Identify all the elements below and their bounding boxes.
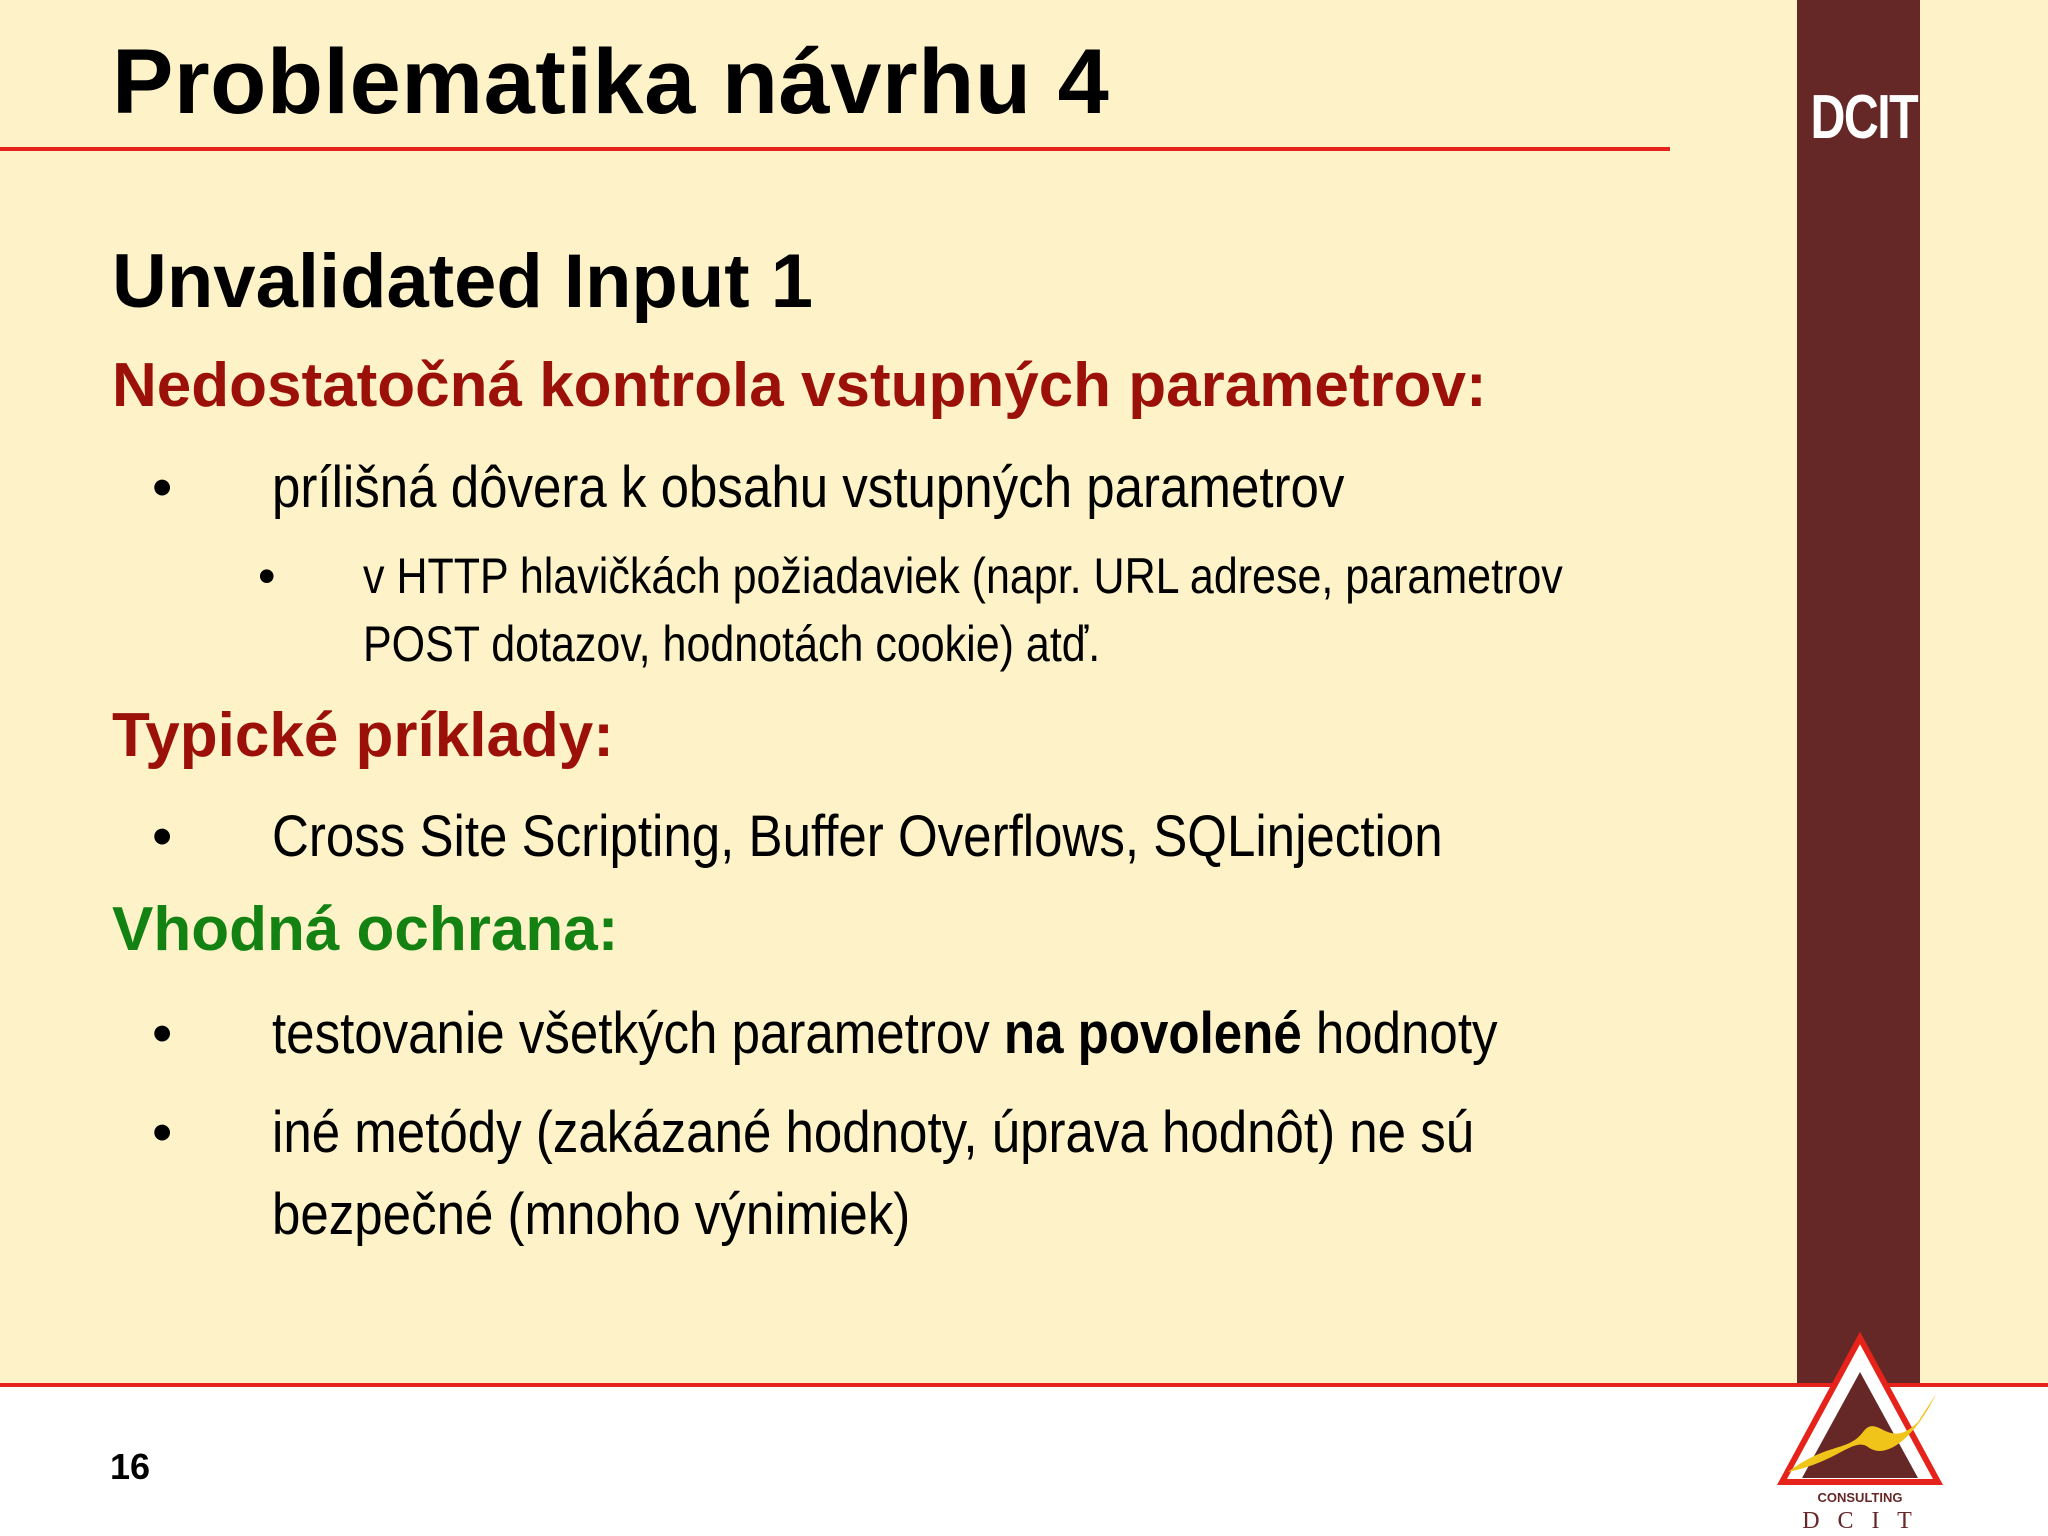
bullet-item [0,993,1790,1075]
bullet-text-part: hodnoty [1301,1001,1498,1066]
slide-title: Problematika návrhu 4 [112,31,1110,133]
sub-bullet-text [363,542,1593,678]
bullet-text: Cross Site Scripting, Buffer Overflows, SQLinjection [272,804,1443,869]
sub-bullet-line-1: v HTTP hlavičkách požiadaviek (napr. URL adrese, parametrov [363,548,1563,604]
bullet-item [0,1092,1790,1256]
section-heading-typical-examples: Typické príklady: [112,701,614,770]
bullet-line-1: iné metódy (zakázané hodnoty, úprava hodnôt) ne sú [272,1100,1475,1165]
bullet-marker: • [258,548,276,604]
bullet-item [0,796,1790,878]
sub-bullet-line-2: POST dotazov, hodnotách cookie) atď. [363,616,1101,672]
footer-band [0,1385,2048,1536]
bullet-text: prílišná dôvera k obsahu vstupných parametrov [272,455,1345,520]
section-heading-insufficient-validation: Nedostatočná kontrola vstupných parametrov: [112,351,1487,420]
title-divider [0,147,1670,151]
bullet-marker: • [152,455,173,520]
bullet-item [0,447,1790,529]
brand-side-bar [1797,0,1920,1385]
bullet-marker: • [152,1001,173,1066]
bullet-text [272,1092,1504,1256]
footer-divider [0,1383,2048,1387]
slide-subtitle: Unvalidated Input 1 [112,239,813,324]
bullet-text [272,993,1504,1075]
bullet-marker: • [152,1100,173,1165]
page-number: 16 [110,1446,151,1487]
bullet-text-part: testovanie všetkých parametrov [272,1001,1004,1066]
dcit-consulting-logo [1768,1332,1948,1536]
brand-label: DCIT [1810,83,1918,152]
bullet-marker: • [152,804,173,869]
section-heading-protection: Vhodná ochrana: [112,895,619,964]
logo-dcit-text: D C I T [1802,1508,1918,1534]
logo-consulting-text: CONSULTING [1817,1490,1903,1505]
sub-bullet-item [0,542,1790,678]
bullet-line-2: bezpečné (mnoho výnimiek) [272,1182,911,1247]
bullet-text-emphasis: na povolené [1003,1001,1302,1066]
